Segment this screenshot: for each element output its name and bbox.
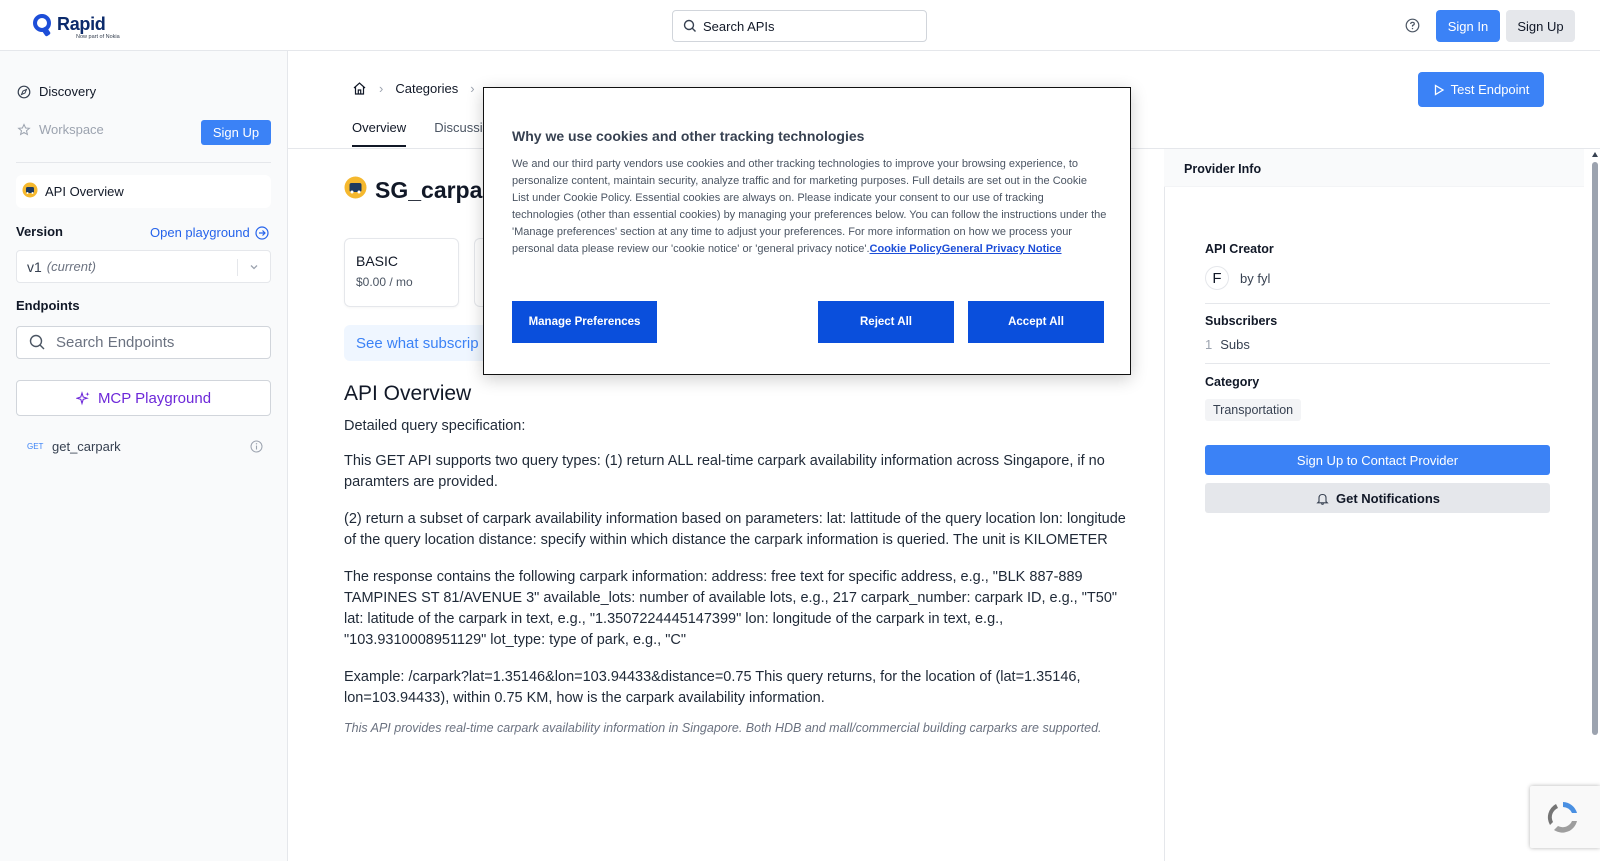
endpoint-name: get_carpark bbox=[52, 439, 121, 454]
category-tag[interactable]: Transportation bbox=[1205, 399, 1301, 421]
cookie-policy-link[interactable]: Cookie Policy bbox=[869, 243, 942, 255]
bell-icon bbox=[1315, 491, 1330, 506]
api-creator-label: API Creator bbox=[1205, 242, 1274, 256]
breadcrumb bbox=[352, 81, 487, 96]
help-icon[interactable] bbox=[1405, 18, 1420, 33]
sidebar-item-api-overview[interactable] bbox=[16, 175, 271, 208]
sidebar-item-discovery[interactable] bbox=[16, 84, 96, 99]
endpoint-method: GET bbox=[27, 442, 44, 451]
overview-paragraph: The response contains the following carpark information: address: free text for specific address, e.g., "BLK 887-889 TAMPINES ST 81/AVENUE 3" available_lots: number of available lots, e.g., 217 carpark_number: carpark ID, e.g., "T50" lat: latitude of the carpark in text, e.g., "1.3507224445147399" lon: longitude of the carpark in text, e.g., "103.9310008951129" lot_type: type of park, e.g., "C" bbox=[344, 569, 1118, 648]
cookie-dialog-text: We and our third party vendors use cookies and other tracking technologies to improve your browsing experience, to personalize content, maintain security, analyze traffic and for marketing purposes. Full details are set out in the Cookie List under Cookie Policy. Essential cookies are always on. Please indicate your consent to our use of tracking technologies (other than essential cookies) by managing your preferences below. You can follow the instructions under the 'Manage preferences' section at any time to adjust your preferences. For more information on how we process your personal data please review our 'cookie notice' or 'general privacy notice'. bbox=[512, 158, 1107, 255]
search-apis-input[interactable] bbox=[672, 10, 927, 42]
version-note: (current) bbox=[46, 259, 96, 274]
sidebar-item-label: Discovery bbox=[39, 84, 97, 99]
recaptcha-icon bbox=[1544, 798, 1582, 836]
contact-provider-button[interactable]: Sign Up to Contact Provider bbox=[1205, 445, 1550, 475]
endpoints-label: Endpoints bbox=[16, 298, 80, 313]
compass-icon bbox=[16, 85, 32, 99]
avatar: F bbox=[1205, 266, 1229, 290]
get-notifications-button[interactable] bbox=[1205, 483, 1550, 513]
sidebar-item-label: API Overview bbox=[45, 184, 124, 199]
see-subscriptions-link[interactable]: See what subscrip bbox=[344, 325, 504, 361]
version-value: v1 bbox=[27, 258, 42, 275]
arrow-circle-right-icon bbox=[255, 226, 269, 240]
overview-paragraph: Detailed query specification: bbox=[344, 418, 526, 434]
logo-name: Rapid bbox=[57, 14, 106, 34]
scroll-up-arrow[interactable] bbox=[1592, 152, 1598, 157]
top-header bbox=[0, 0, 1600, 51]
subscribers-label: Subscribers bbox=[1205, 314, 1278, 328]
sparkles-icon bbox=[76, 391, 91, 406]
info-icon[interactable] bbox=[250, 440, 263, 453]
search-endpoints-input[interactable] bbox=[16, 326, 271, 359]
home-icon[interactable] bbox=[352, 81, 367, 96]
sign-up-button[interactable]: Sign Up bbox=[1506, 10, 1575, 42]
reject-all-button[interactable]: Reject All bbox=[818, 301, 954, 343]
endpoint-item[interactable] bbox=[27, 439, 267, 454]
test-endpoint-button[interactable] bbox=[1418, 72, 1544, 107]
search-endpoints-placeholder: Search Endpoints bbox=[56, 334, 175, 351]
rapid-logo-icon bbox=[33, 14, 52, 36]
sign-in-button[interactable]: Sign In bbox=[1436, 10, 1500, 42]
open-playground-link[interactable] bbox=[150, 225, 269, 240]
plan-name: BASIC bbox=[356, 253, 399, 269]
api-creator[interactable] bbox=[1205, 266, 1270, 290]
chevron-right-icon: › bbox=[379, 81, 384, 96]
select-separator bbox=[237, 259, 238, 276]
chevron-down-icon bbox=[248, 261, 260, 273]
subs-number: 1 bbox=[1205, 337, 1213, 352]
logo-subtitle: Now part of Nokia bbox=[76, 34, 120, 40]
sidebar-divider bbox=[16, 162, 271, 163]
tab-overview[interactable]: Overview bbox=[352, 120, 406, 147]
sidebar-item-workspace[interactable] bbox=[16, 122, 104, 137]
chevron-right-icon: › bbox=[470, 81, 475, 96]
get-notifications-label: Get Notifications bbox=[1335, 490, 1440, 506]
divider bbox=[1205, 363, 1550, 364]
overview-heading: API Overview bbox=[344, 382, 472, 405]
overview-paragraph: Example: /carpark?lat=1.35146&lon=103.94433&distance=0.75 This query returns, for the location of (lat=1.35146, lon=103.94433), within 0.75 KM, how is the carpark availability information. bbox=[344, 669, 1081, 706]
scrollbar-thumb[interactable] bbox=[1592, 162, 1598, 735]
plan-price: $0.00 / mo bbox=[356, 275, 413, 289]
open-playground-label: Open playground bbox=[150, 225, 250, 240]
rapid-logo[interactable] bbox=[33, 14, 120, 40]
overview-paragraph: (2) return a subset of carpark availability information based on parameters: lat: lattitude of the query location lon: longitude of the query location distance: specify within which distance the carpark information is queried. The unit is KILOMETER bbox=[344, 511, 1126, 548]
mcp-playground-label: MCP Playground bbox=[97, 389, 212, 407]
test-endpoint-label: Test Endpoint bbox=[1450, 82, 1530, 97]
cookie-dialog-body bbox=[512, 156, 1107, 258]
scrollbar[interactable] bbox=[1590, 150, 1600, 861]
sidebar-sign-up-button[interactable]: Sign Up bbox=[201, 120, 271, 145]
api-logo-icon bbox=[22, 182, 38, 201]
search-icon bbox=[683, 19, 697, 33]
divider bbox=[1205, 303, 1550, 304]
sidebar-item-label: Workspace bbox=[39, 122, 104, 137]
tab-discussions[interactable]: Discussi bbox=[434, 120, 483, 135]
api-description-note: This API provides real-time carpark availability information in Singapore. Both HDB and mall/commercial building carparks are supported. bbox=[344, 721, 1102, 735]
api-name: SG_carpa bbox=[375, 177, 483, 203]
api-logo-icon bbox=[344, 176, 367, 205]
provider-info-title: Provider Info bbox=[1184, 162, 1262, 176]
category-label: Category bbox=[1205, 375, 1260, 389]
cookie-consent-dialog bbox=[483, 87, 1131, 375]
search-apis-placeholder: Search APIs bbox=[703, 18, 775, 34]
plan-card-basic[interactable] bbox=[344, 238, 459, 307]
creator-name: by fyl bbox=[1240, 270, 1271, 286]
privacy-notice-link[interactable]: General Privacy Notice bbox=[941, 243, 1062, 255]
cookie-dialog-title: Why we use cookies and other tracking technologies bbox=[512, 128, 865, 144]
overview-paragraph: This GET API supports two query types: (1) return ALL real-time carpark availability information across Singapore, if no paramters are provided. bbox=[344, 453, 1105, 490]
version-select[interactable] bbox=[16, 250, 271, 283]
version-label: Version bbox=[16, 224, 63, 239]
api-overview-content bbox=[344, 382, 1139, 735]
manage-preferences-button[interactable]: Manage Preferences bbox=[512, 301, 657, 343]
play-icon bbox=[1433, 84, 1445, 96]
sidebar bbox=[0, 51, 288, 861]
star-icon bbox=[16, 123, 32, 137]
recaptcha-badge[interactable] bbox=[1530, 786, 1600, 848]
search-icon bbox=[29, 334, 46, 351]
breadcrumb-categories[interactable]: Categories bbox=[395, 81, 459, 96]
accept-all-button[interactable]: Accept All bbox=[968, 301, 1104, 343]
subscriber-count bbox=[1205, 337, 1250, 352]
panel-divider bbox=[1164, 149, 1165, 861]
api-title bbox=[344, 176, 482, 205]
mcp-playground-button[interactable] bbox=[16, 380, 271, 416]
subs-unit: Subs bbox=[1220, 337, 1250, 352]
